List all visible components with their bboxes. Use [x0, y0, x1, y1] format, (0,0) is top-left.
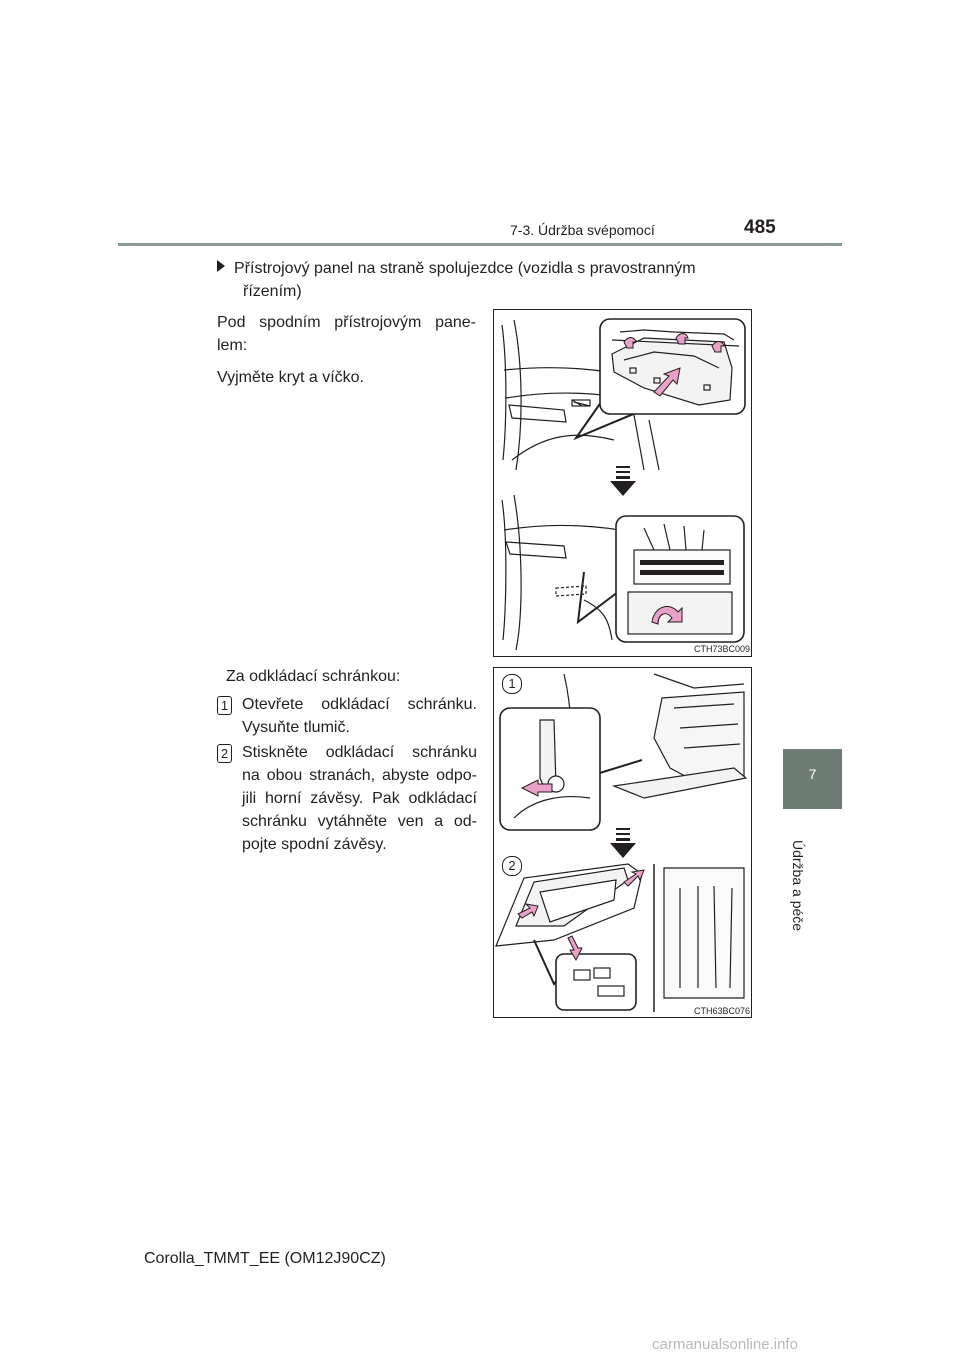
step-1-line-1: Otevřete odkládací schránku. — [242, 696, 477, 713]
intro-paragraph — [217, 257, 745, 303]
step-number-2: 2 — [217, 744, 232, 763]
watermark: carmanualsonline.info — [652, 1336, 798, 1353]
figure-label-2: 2 — [502, 856, 522, 876]
bullet-triangle-icon — [217, 260, 225, 272]
step-2 — [217, 741, 477, 856]
block1-instruction: Vyjměte kryt a víčko. — [217, 369, 364, 386]
intro-line-1: Přístrojový panel na straně spolujezdce (vozidla s pravostranným — [234, 260, 696, 277]
figure-glovebox-cover — [493, 309, 752, 657]
step-2-line-4: schránku vytáhněte ven a od- — [242, 813, 477, 830]
chapter-number: 7 — [808, 766, 817, 782]
block1-text — [217, 311, 476, 389]
glovebox-illustration — [494, 668, 751, 1017]
step-number-1: 1 — [217, 696, 232, 715]
page-number: 485 — [744, 217, 776, 238]
block2-heading: Za odkládací schránkou: — [226, 668, 401, 685]
step-2-line-3: jili horní závěsy. Pak odkládací — [242, 790, 477, 807]
chapter-label: Údržba a péče — [790, 840, 806, 932]
step-1 — [217, 693, 477, 739]
footer-model: Corolla_TMMT_EE (OM12J90CZ) — [144, 1250, 386, 1267]
step-2-line-2: na obou stranách, abyste odpo- — [242, 767, 477, 784]
intro-line-2: řízením) — [243, 283, 302, 300]
block1-line-1: Pod spodním přístrojovým pane- — [217, 314, 476, 331]
cover-illustration — [494, 310, 751, 656]
step-1-line-2: Vysuňte tlumič. — [242, 719, 350, 736]
figure-label-1: 1 — [502, 674, 522, 694]
figure-code-2: CTH63BC076 — [694, 1006, 751, 1016]
step-2-line-1: Stiskněte odkládací schránku — [242, 744, 477, 761]
figure-code-1: CTH73BC009 — [694, 644, 751, 654]
header-rule — [118, 243, 842, 246]
step-2-line-5: pojte spodní závěsy. — [242, 836, 387, 853]
section-title: 7-3. Údržba svépomocí — [510, 222, 655, 238]
figure-glovebox-removal — [493, 667, 752, 1018]
block1-line-2: lem: — [217, 337, 248, 354]
